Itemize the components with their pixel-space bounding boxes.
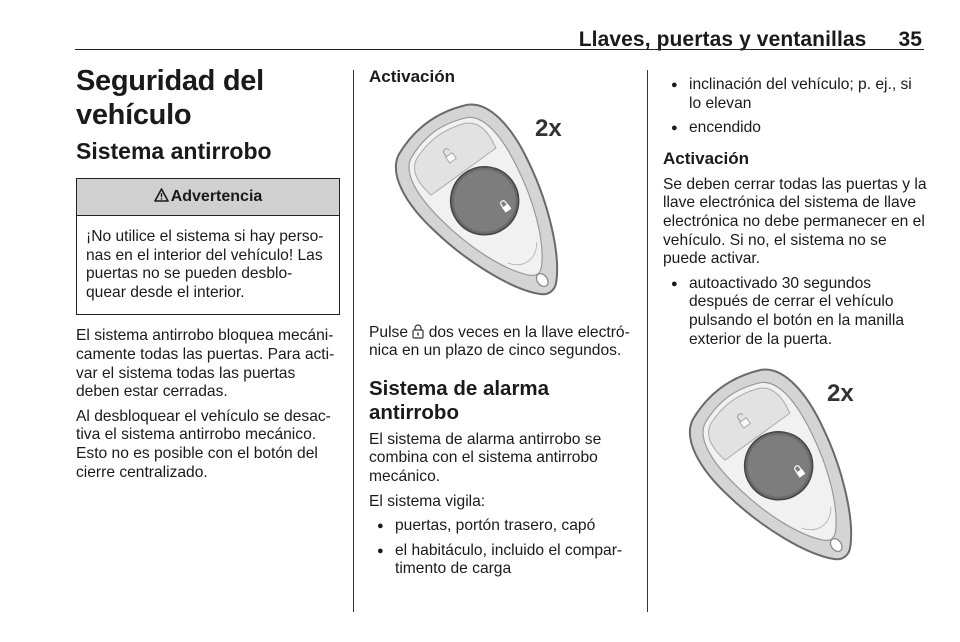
warning-header: [77, 179, 339, 216]
subheading: Activación: [663, 148, 749, 168]
page-number: 35: [898, 28, 922, 51]
column-3: [663, 62, 927, 577]
column-divider: [353, 70, 354, 612]
paragraph: El sistema antirrobo bloquea mecáni-camente todas las puertas. Para acti-var el sistema todas las puertas deben estar cerradas.: [76, 327, 335, 401]
subheading: Activación: [369, 67, 455, 86]
column-divider: [647, 70, 648, 612]
caption-post: dos veces en la llave electró-nica en un plazo de cinco segundos.: [369, 323, 630, 360]
list-item: ● el habitáculo, incluido el compar-timento de carga: [369, 542, 635, 579]
section-title: Sistema antirrobo: [76, 138, 272, 164]
header-title: Llaves, puertas y ventanillas: [578, 28, 867, 51]
list-item: ● autoactivado 30 segundos después de cerrar el vehículo pulsando el botón en la manilla exterior de la puerta.: [663, 275, 927, 349]
caption-pre: Pulse: [369, 323, 409, 341]
paragraph: Al desbloquear el vehículo se desac-tiva el sistema antirrobo mecánico. Esto no es posible con el botón del cierre centralizado.: [76, 407, 331, 481]
column-2: [369, 62, 635, 585]
section-title: Sistema de alarma antirrobo: [369, 376, 550, 424]
paragraph: Se deben cerrar todas las puertas y la llave electrónica del sistema de llave electrónica no debe permanecer en el vehículo. Si no, el sistema no se puede activar.: [663, 175, 927, 268]
activation-list: [663, 275, 927, 349]
warning-text: ¡No utilice el sistema si hay perso-nas en el interior del vehículo! Las puertas no se pueden desblo-quear desde el interior.: [86, 228, 324, 301]
header-rule: [75, 49, 924, 50]
lock-button-icon: [412, 324, 424, 339]
warning-triangle-icon: [154, 188, 169, 202]
paragraph: El sistema vigila:: [369, 492, 486, 510]
caption: [369, 324, 635, 361]
page-title: Seguridad del vehículo: [76, 65, 264, 131]
figure-label: 2x: [535, 115, 562, 142]
key-fob-image: [663, 359, 927, 571]
paragraph: El sistema de alarma antirrobo se combina con el sistema antirrobo mecánico.: [369, 430, 602, 485]
list-item: ● encendido: [663, 119, 927, 138]
monitor-list: [369, 517, 635, 579]
list-item: ● puertas, portón trasero, capó: [369, 517, 635, 536]
figure-label: 2x: [827, 380, 854, 408]
warning-label: Advertencia: [170, 188, 263, 205]
warning-box: [76, 178, 340, 315]
monitor-list-cont: [663, 76, 927, 138]
column-1: [76, 62, 340, 488]
list-item: ● inclinación del vehículo; p. ej., si lo elevan: [663, 76, 927, 113]
key-fob-image: [369, 94, 635, 306]
